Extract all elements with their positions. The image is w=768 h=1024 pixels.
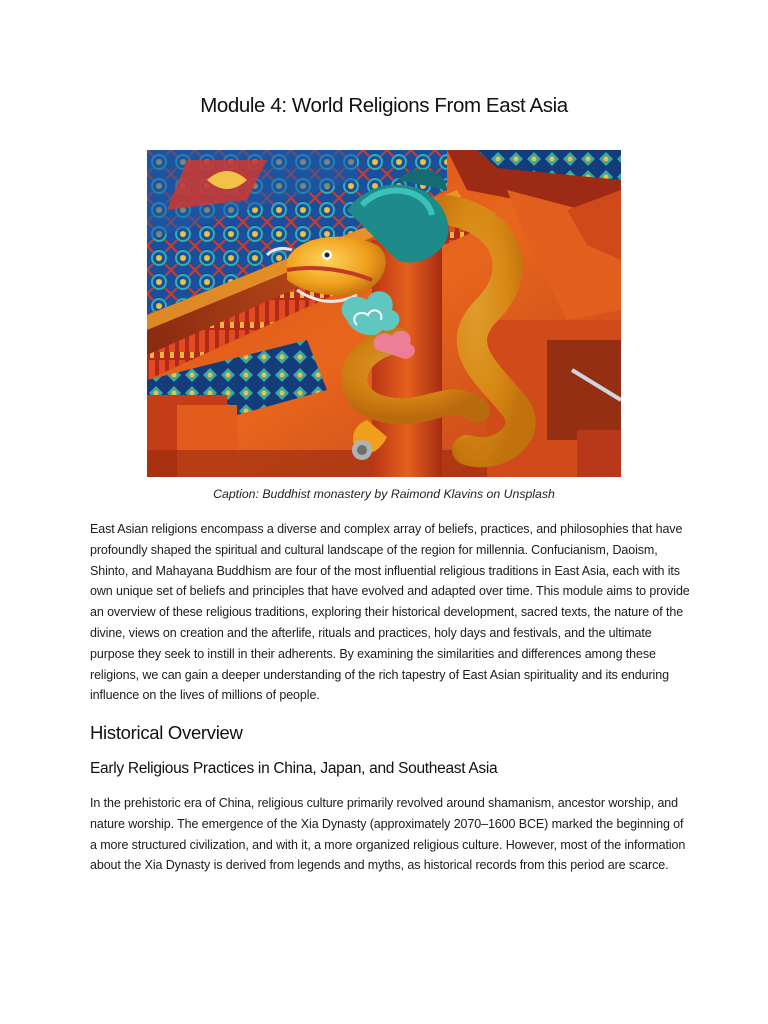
subsection-heading: Early Religious Practices in China, Japan, and Southeast Asia bbox=[90, 760, 498, 777]
intro-paragraph: East Asian religions encompass a diverse and complex array of beliefs, practices, and philosophies that have profoundly shaped the spiritual and cultural landscape of the region for millennia. Confucianism, Daoism, Shinto, and Mahayana Buddhism are four of the most influential religious traditions in East Asia, each with its own unique set of beliefs and principles that have evolved and adapted over time. This module aims to provide an overview of these religious traditions, exploring their historical development, sacred texts, the nature of the divine, views on creation and the afterlife, rituals and practices, holy days and festivals, and the ultimate purpose they seek to instill in their adherents. By examining the similarities and differences among these religions, we can gain a deeper understanding of the rich tapestry of East Asian spirituality and its enduring influence on the lives of millions of people. bbox=[90, 522, 690, 703]
figure-caption: Caption: Buddhist monastery by Raimond Klavins on Unsplash bbox=[213, 487, 555, 501]
section-heading: Historical Overview bbox=[90, 722, 243, 743]
section-paragraph: In the prehistoric era of China, religious culture primarily revolved around shamanism, ancestor worship, and nature worship. The emergence of the Xia Dynasty (approximately 2070–1600 BCE) marked the beginning of a more structured civilization, and with it, a more organized religious culture. However, most of the information about the Xia Dynasty is derived from legends and myths, as historical records from this period are scarce. bbox=[90, 796, 686, 873]
page-title: Module 4: World Religions From East Asia bbox=[200, 94, 568, 117]
monastery-photo bbox=[147, 150, 621, 477]
